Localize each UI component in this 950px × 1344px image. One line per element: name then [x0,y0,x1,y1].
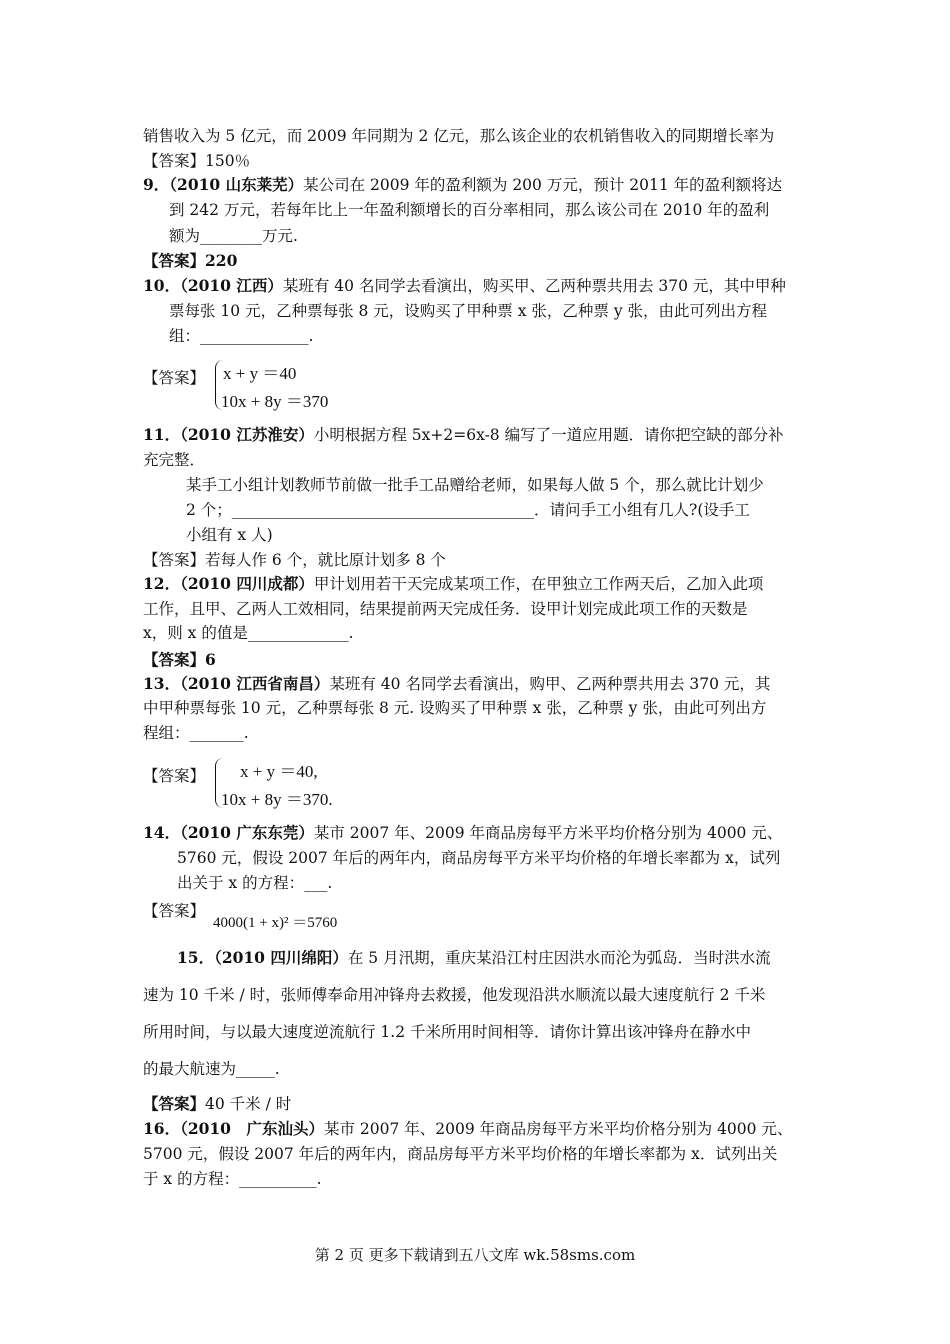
question-text: 的最大航速为_____. [143,1060,280,1078]
question-text: 程组：_______. [143,724,249,742]
question-source: （2010 四川绵阳） [214,948,348,967]
question-text: 小组有 x 人) [186,526,273,544]
question-text: 在 5 月汛期，重庆某沿江村庄因洪水而沦为弧岛．当时洪水流 [347,949,771,967]
answer-label: 【答案】 [143,767,206,785]
question-text: 到 242 万元，若每年比上一年盈利额增长的百分率相同，那么该公司在 2010 年的盈利 [169,201,770,219]
question-text: 某公司在 2009 年的盈利额为 200 万元，预计 2011 年的盈利额将达 [303,176,783,194]
question-11 [143,424,784,446]
equation-line: x + y ＝40 [223,364,297,383]
question-text: 充完整． [143,451,206,469]
equation-line: 4000(1 + x)² ＝5760 [213,915,338,931]
question-text: 某班有 40 名同学去看演出，购甲、乙两种票共用去 370 元，其 [329,675,771,693]
question-text: 所用时间，与以最大速度逆流航行 1.2 千米所用时间相等．请你计算出该冲锋舟在静水中 [143,1023,752,1041]
question-text: 额为________万元. [169,227,298,245]
answer-10 [143,358,443,414]
answer-value: 40 千米 / 时 [205,1095,292,1113]
answer-11: 【答案】若每人作 6 个，就比原计划多 8 个 [143,551,446,569]
question-text: 5760 元，假设 2007 年后的两年内，商品房每平方米平均价格的年增长率都为 x，试列 [177,849,781,867]
question-source: （2010 江西） [180,276,283,295]
question-text: 2 个；_______________________________________．请问手工小组有几人?(设手工 [186,501,750,519]
question-10 [143,275,786,297]
question-14 [143,822,782,844]
question-number: 9． [143,175,170,194]
answer-8: 【答案】150％ [143,152,251,170]
question-13 [143,673,770,695]
question-source: （2010 山东莱芜） [169,175,304,194]
question-9 [143,174,782,196]
question-text: 某手工小组计划教师节前做一批手工品赠给老师，如果每人做 5 个，那么就比计划少 [186,476,764,494]
question-text: x，则 x 的值是_____________. [143,624,354,642]
answer-15 [143,1093,291,1115]
question-number: 13． [143,674,181,693]
question-source: （2010 四川成都） [180,574,314,593]
question-text: 某市 2007 年、2009 年商品房每平方米平均价格分别为 4000 元、 [323,1120,793,1138]
answer-13 [143,756,443,812]
answer-label: 【答案】 [143,369,206,387]
question-12 [143,573,763,595]
answer-label: 【答案】 [143,902,206,920]
equation-line: x + y ＝40, [240,762,318,781]
question-15 [177,947,771,969]
question-text: 组：______________. [169,327,314,345]
question-source: （2010 广东汕头） [180,1119,324,1138]
question-number: 11． [143,425,181,444]
question-number: 15． [177,948,215,967]
question-text: 中甲种票每张 10 元，乙种票每张 8 元. 设购买了甲种票 x 张，乙种票 y 张，由此可列出方 [143,699,767,717]
question-text: 5700 元，假设 2007 年后的两年内，商品房每平方米平均价格的年增长率都为 x．试列出关 [143,1145,778,1163]
question-text: 于 x 的方程：__________. [143,1170,322,1188]
question-number: 16． [143,1119,181,1138]
page-footer: 第 2 页 更多下载请到五八文库 wk.58sms.com [314,1246,636,1264]
question-text: 工作，且甲、乙两人工效相同，结果提前两天完成任务．设甲计划完成此项工作的天数是 [143,600,748,618]
question-source: （2010 江苏淮安） [180,425,314,444]
answer-label: 【答案】 [143,1094,206,1113]
question-source: （2010 广东东莞） [180,823,314,842]
equation-line: 10x + 8y ＝370 [221,392,329,411]
text-line: 销售收入为 5 亿元，而 2009 年同期为 2 亿元，那么该企业的农机销售收入的同期增长率为 [143,127,775,145]
equation-line: 10x + 8y ＝370. [221,790,333,809]
answer-9: 【答案】220 [143,251,238,270]
question-text: 某班有 40 名同学去看演出，购买甲、乙两种票共用去 370 元，其中甲种 [282,277,786,295]
question-number: 12． [143,574,181,593]
question-text: 票每张 10 元，乙种票每张 8 元，设购买了甲种票 x 张，乙种票 y 张，由此可列出方程 [169,302,768,320]
question-text: 速为 10 千米 / 时，张师傅奉命用冲锋舟去救援，他发现沿洪水顺流以最大速度航行 2 千米 [143,986,766,1004]
question-16 [143,1118,792,1140]
question-source: （2010 江西省南昌） [180,674,330,693]
question-number: 10． [143,276,181,295]
answer-12: 【答案】6 [143,650,216,669]
question-text: 小明根据方程 5x+2=6x-8 编写了一道应用题．请你把空缺的部分补 [313,426,784,444]
question-text: 出关于 x 的方程：___. [177,874,333,892]
answer-14 [143,899,443,935]
question-text: 某市 2007 年、2009 年商品房每平方米平均价格分别为 4000 元、 [313,824,783,842]
question-text: 甲计划用若干天完成某项工作，在甲独立工作两天后，乙加入此项 [313,575,764,593]
question-number: 14． [143,823,181,842]
